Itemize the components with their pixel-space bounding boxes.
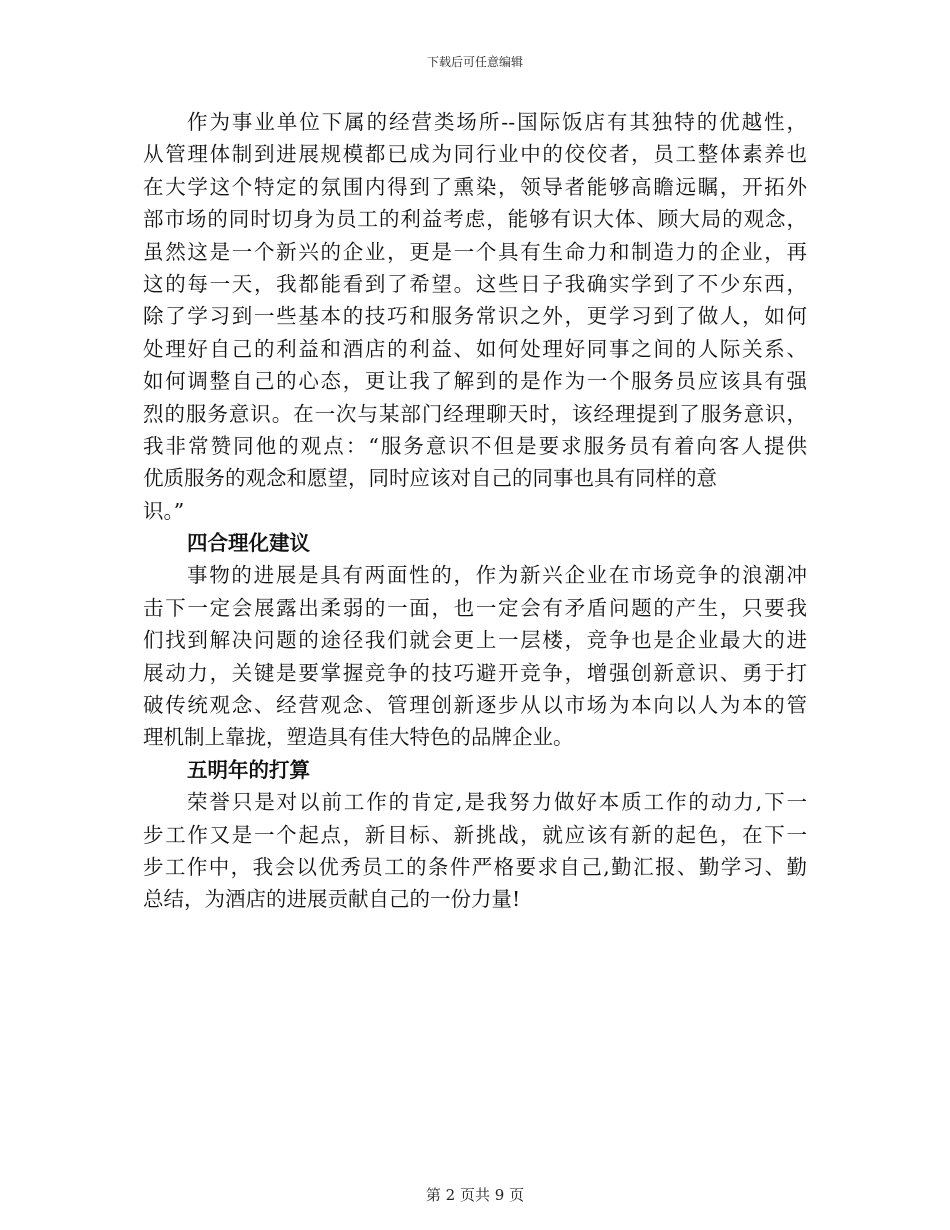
paragraph-line: 部市场的同时切身为员工的利益考虑，能够有识大体、顾大局的观念，	[143, 207, 807, 232]
paragraph-line: 总结，为酒店的进展贡献自己的一份力量!	[143, 887, 521, 912]
document-body	[143, 106, 807, 916]
page-number: 第 2 页共 9 页	[425, 1186, 525, 1204]
paragraph-line: 处理好自己的利益和酒店的利益、如何处理好同事之间的人际关系、	[143, 336, 807, 361]
paragraph-line: 展动力，关键是要掌握竞争的技巧避开竞争，增强创新意识、勇于打	[143, 660, 807, 685]
paragraph-line: 优质服务的观念和愿望，同时应该对自己的同事也具有同样的意	[143, 466, 717, 491]
paragraph-line: 在大学这个特定的氛围内得到了熏染，领导者能够高瞻远瞩，开拓外	[143, 174, 807, 199]
paragraph-line: 们找到解决问题的途径我们就会更上一层楼，竞争也是企业最大的进	[143, 628, 807, 653]
page-header: 下载后可任意编辑	[426, 55, 523, 69]
paragraph-line: 理机制上靠拢，塑造具有佳大特色的品牌企业。	[143, 725, 574, 750]
paragraph-line: 作为事业单位下属的经营类场所--国际饭店有其独特的优越性，	[187, 110, 807, 134]
paragraph-line: 识。”	[143, 498, 185, 523]
paragraph-line: 击下一定会展露出柔弱的一面，也一定会有矛盾问题的产生，只要我	[143, 595, 807, 620]
paragraph-line: 如何调整自己的心态，更让我了解到的是作为一个服务员应该具有强	[143, 369, 807, 394]
paragraph-line: 步工作中，我会以优秀员工的条件严格要求自己,勤汇报、勤学习、勤	[143, 854, 807, 879]
section-heading: 五明年的打算	[187, 757, 310, 782]
paragraph-line: 这的每一天，我都能看到了希望。这些日子我确实学到了不少东西，	[143, 271, 807, 296]
paragraph-line: 荣誉只是对以前工作的肯定,是我努力做好本质工作的动力,下一	[187, 790, 807, 815]
paragraph-line: 我非常赞同他的观点：“服务意识不但是要求服务员有着向客人提供	[143, 433, 807, 458]
paragraph-line: 事物的进展是具有两面性的，作为新兴企业在市场竞争的浪潮冲	[187, 563, 807, 588]
paragraph-line: 虽然这是一个新兴的企业，更是一个具有生命力和制造力的企业，再	[143, 239, 807, 264]
section-heading: 四合理化建议	[187, 531, 310, 556]
paragraph-line: 烈的服务意识。在一次与某部门经理聊天时，该经理提到了服务意识，	[143, 401, 807, 426]
paragraph-line: 除了学习到一些基本的技巧和服务常识之外，更学习到了做人，如何	[143, 304, 807, 329]
paragraph-line: 步工作又是一个起点，新目标、新挑战，就应该有新的起色，在下一	[143, 822, 807, 847]
paragraph-line: 破传统观念、经营观念、管理创新逐步从以市场为本向以人为本的管	[143, 693, 807, 718]
paragraph-line: 从管理体制到进展规模都已成为同行业中的佼佼者，员工整体素养也	[143, 142, 807, 167]
